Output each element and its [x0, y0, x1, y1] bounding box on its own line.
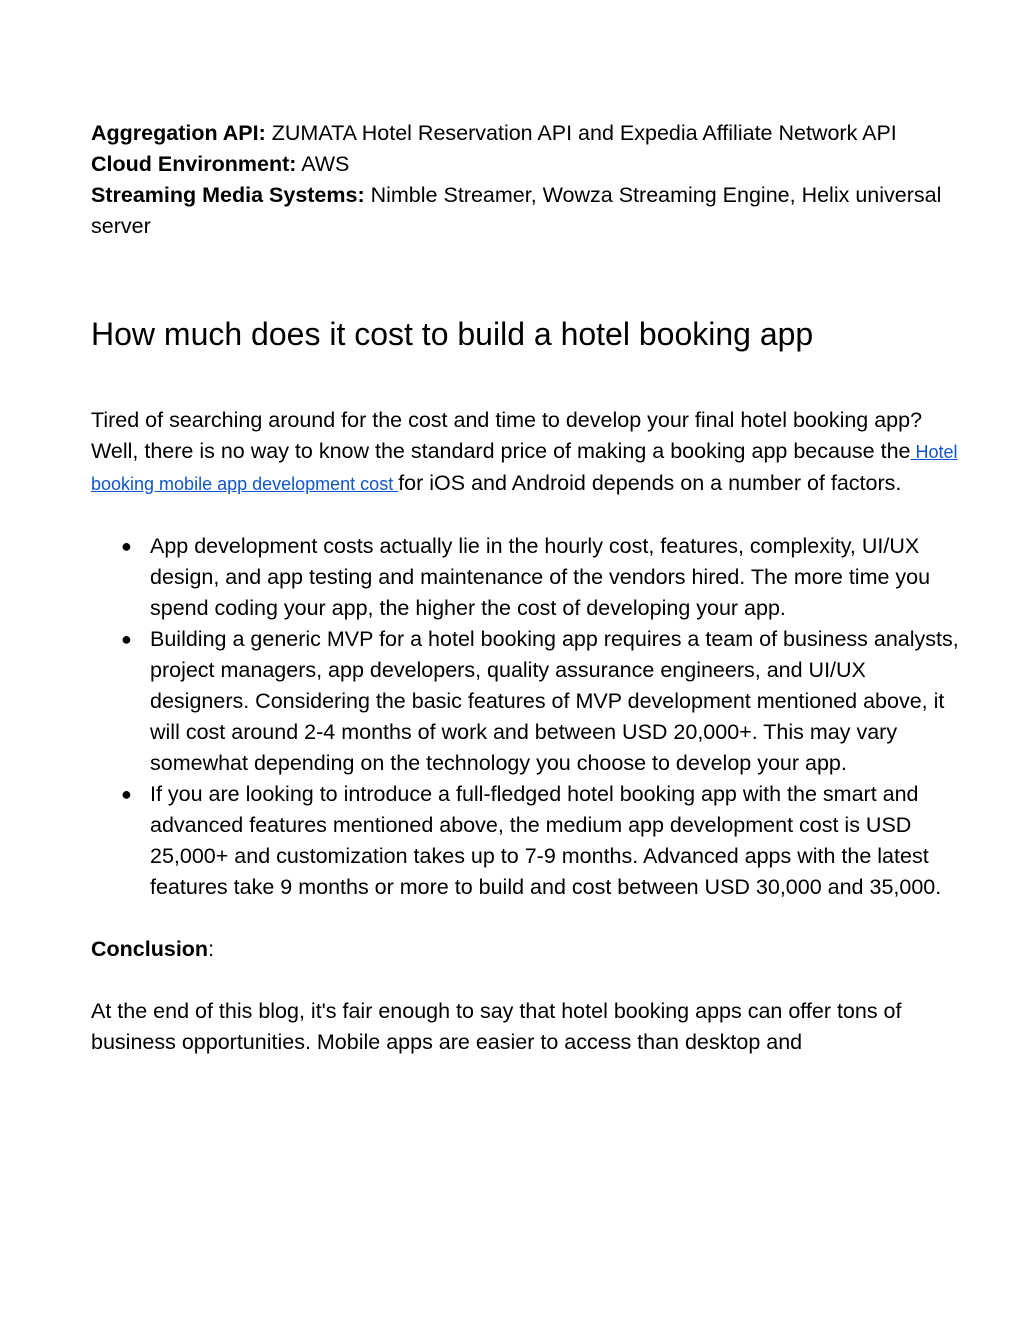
spec-value: ZUMATA Hotel Reservation API and Expedia Affiliate Network API [265, 121, 897, 145]
conclusion-label: Conclusion [91, 937, 209, 961]
spec-label: Cloud Environment: [91, 152, 297, 176]
tech-stack-list [91, 118, 971, 242]
list-item-text: If you are looking to introduce a full-fledged hotel booking app with the smart and advanced features mentioned above, the medium app development cost is USD 25,000+ and customization takes up to 7-9 months. Advanced apps with the latest features take 9 months or more to build and cost between USD 30,000 and 35,000. [150, 782, 942, 899]
conclusion-colon: : [208, 937, 215, 961]
intro-text-before: Tired of searching around for the cost and time to develop your final hotel booking app? Well, there is no way to know the standard price of making a booking app because the [91, 408, 923, 463]
bullet-icon: ● [121, 536, 132, 556]
cost-factors-list [91, 531, 971, 903]
spec-streaming-media [91, 180, 971, 242]
section-heading: How much does it cost to build a hotel booking app [91, 316, 814, 352]
intro-text-after: for iOS and Android depends on a number of factors. [398, 471, 902, 495]
cost-article-link[interactable]: Hotel booking mobile app development cost [91, 442, 958, 494]
bullet-icon: ● [121, 629, 132, 649]
spec-label: Streaming Media Systems: [91, 183, 365, 207]
spec-aggregation-api [91, 118, 971, 149]
spec-value: AWS [296, 152, 350, 176]
list-item-text: Building a generic MVP for a hotel booking app requires a team of business analysts, project managers, app developers, quality assurance engineers, and UI/UX designers. Considering the basic features of MVP development mentioned above, it will cost around 2-4 months of work and between USD 20,000+. This may vary somewhat depending on the technology you choose to develop your app. [150, 627, 959, 775]
spec-label: Aggregation API: [91, 121, 266, 145]
conclusion-paragraph: At the end of this blog, it's fair enough to say that hotel booking apps can offer tons of business opportunities. Mobile apps are easier to access than desktop and [91, 999, 902, 1054]
list-item [91, 531, 971, 624]
bullet-icon: ● [121, 784, 132, 804]
conclusion-heading [91, 934, 971, 965]
list-item [91, 779, 971, 903]
spec-cloud-environment [91, 149, 971, 180]
list-item-text: App development costs actually lie in the hourly cost, features, complexity, UI/UX design, and app testing and maintenance of the vendors hired. The more time you spend coding your app, the higher the cost of developing your app. [150, 534, 931, 620]
spec-value: Nimble Streamer, Wowza Streaming Engine, Helix universal server [91, 183, 942, 238]
intro-paragraph [91, 405, 971, 500]
list-item [91, 624, 971, 779]
document-page [91, 118, 971, 1058]
